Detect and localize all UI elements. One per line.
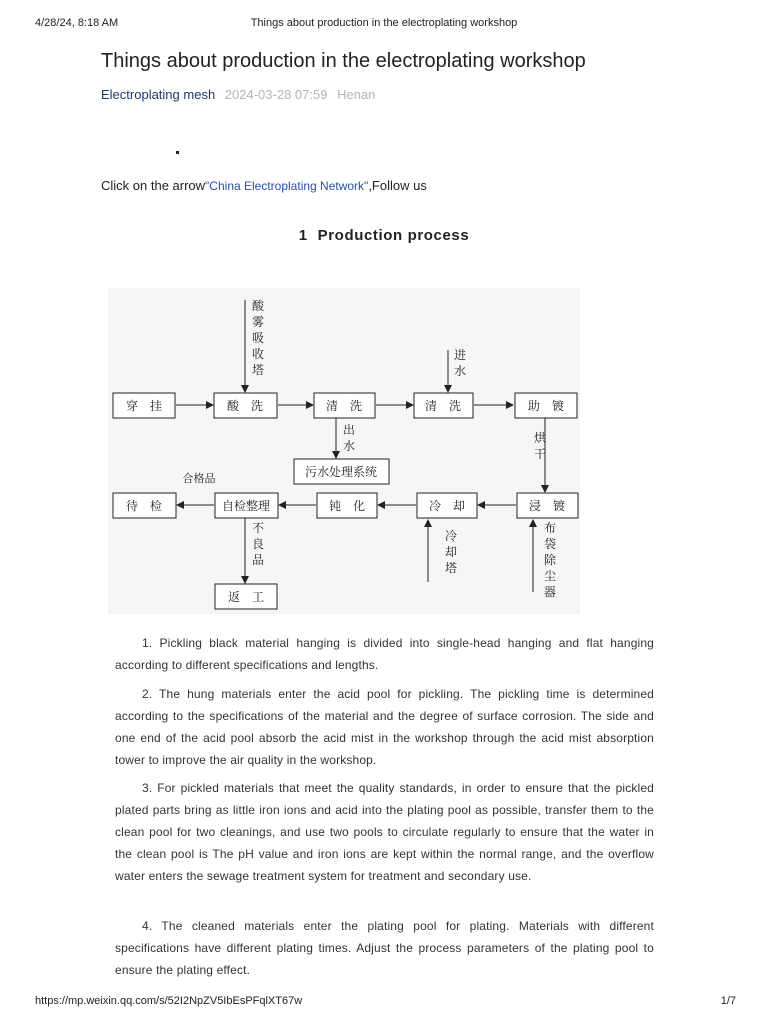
follow-suffix: ,Follow us: [368, 178, 427, 193]
paragraph-text: 2. The hung materials enter the acid pool for pickling. The pickling time is determined according to the specifications of the material and the degree of surface corrosion. The side and one end of the acid pool absorb the acid mist in the workshop through the acid mist absorption tower to improve the air quality in the workshop.: [115, 687, 654, 767]
paragraph-1: [115, 632, 654, 676]
section-title: Production process: [317, 227, 470, 244]
paragraph-text: 4. The cleaned materials enter the plating pool for plating. Materials with different specifications have different plating times. Adjust the process parameters of the plating pool to ensure the plating effect.: [115, 919, 654, 977]
print-page-title: Things about production in the electroplating workshop: [250, 17, 518, 29]
defective-char-2: 良: [251, 537, 265, 551]
dust-collector-char-5: 器: [543, 585, 557, 599]
defective-char-3: 品: [251, 553, 265, 567]
dust-collector-char-1: 布: [543, 521, 557, 535]
cooling-tower-char-2: 却: [444, 545, 458, 559]
water-in-char-1: 进: [453, 348, 467, 362]
label-cooling: 冷 却: [428, 499, 466, 513]
label-hanging: 穿 挂: [125, 399, 163, 413]
print-datetime: 4/28/24, 8:18 AM: [35, 17, 119, 29]
label-passivation: 钝 化: [328, 499, 366, 513]
label-rework: 返 工: [227, 590, 265, 604]
article-meta: [101, 87, 375, 102]
acid-tower-char-4: 收: [251, 347, 265, 361]
label-wastewater: 污水处理系统: [304, 465, 378, 479]
drying-char-2: 干: [533, 447, 547, 461]
cooling-tower-char-3: 塔: [444, 561, 458, 575]
section-heading: [0, 227, 768, 244]
page-number: 1/7: [720, 995, 736, 1007]
label-pickling: 酸 洗: [226, 399, 264, 413]
paragraph-4: [115, 915, 654, 981]
process-flow-diagram: [108, 288, 580, 614]
publish-date: 2024-03-28 07:59: [224, 87, 328, 102]
follow-prefix: Click on the arrow: [101, 178, 206, 193]
section-number: 1: [298, 227, 308, 244]
dust-collector-char-3: 除: [543, 553, 557, 567]
label-flux: 助 镀: [527, 399, 565, 413]
cooling-tower-char-1: 冷: [444, 529, 458, 543]
label-rinse-1: 清 洗: [325, 399, 363, 413]
publish-location: Henan: [337, 87, 376, 102]
dust-collector-char-4: 尘: [543, 569, 557, 583]
qualified-label: 合格品: [182, 472, 216, 485]
water-out-char-1: 出: [342, 423, 356, 437]
decorative-dot: [176, 151, 179, 154]
acid-tower-char-3: 吸: [251, 331, 265, 345]
drying-char-1: 烘: [533, 431, 547, 445]
defective-char-1: 不: [251, 521, 265, 535]
footer-url: https://mp.weixin.qq.com/s/52I2NpZV5IbEsPFqlXT67w: [35, 995, 303, 1007]
label-plating: 浸 镀: [528, 499, 566, 513]
follow-prompt: [101, 178, 427, 193]
paragraph-text: 1. Pickling black material hanging is divided into single-head hanging and flat hanging according to different specifications and lengths.: [115, 636, 654, 672]
label-pending: 待 检: [125, 499, 163, 513]
paragraph-text: 3. For pickled materials that meet the quality standards, in order to ensure that the pickled plated parts bring as little iron ions and acid into the plating pool as possible, transfer them to the clean pool for two cleanings, and use two pools to circulate regularly to ensure that the water in the clean pool is The pH value and iron ions are kept within the normal range, and the overflow water enters the sewage treatment system for treatment and secondary use.: [115, 781, 654, 883]
label-inspection: 自检整理: [221, 499, 271, 513]
label-rinse-2: 清 洗: [424, 399, 462, 413]
author-link[interactable]: Electroplating mesh: [101, 87, 216, 102]
dust-collector-char-2: 袋: [543, 537, 557, 551]
water-out-char-2: 水: [342, 439, 356, 453]
article-title: Things about production in the electroplating workshop: [101, 50, 586, 72]
acid-tower-char-1: 酸: [251, 299, 265, 313]
print-header: [0, 14, 768, 34]
acid-tower-char-5: 塔: [251, 363, 265, 377]
water-in-char-2: 水: [453, 364, 467, 378]
acid-tower-char-2: 雾: [251, 315, 265, 329]
follow-link[interactable]: "China Electroplating Network": [205, 179, 369, 193]
paragraph-2: [115, 683, 654, 771]
paragraph-3: [115, 777, 654, 887]
